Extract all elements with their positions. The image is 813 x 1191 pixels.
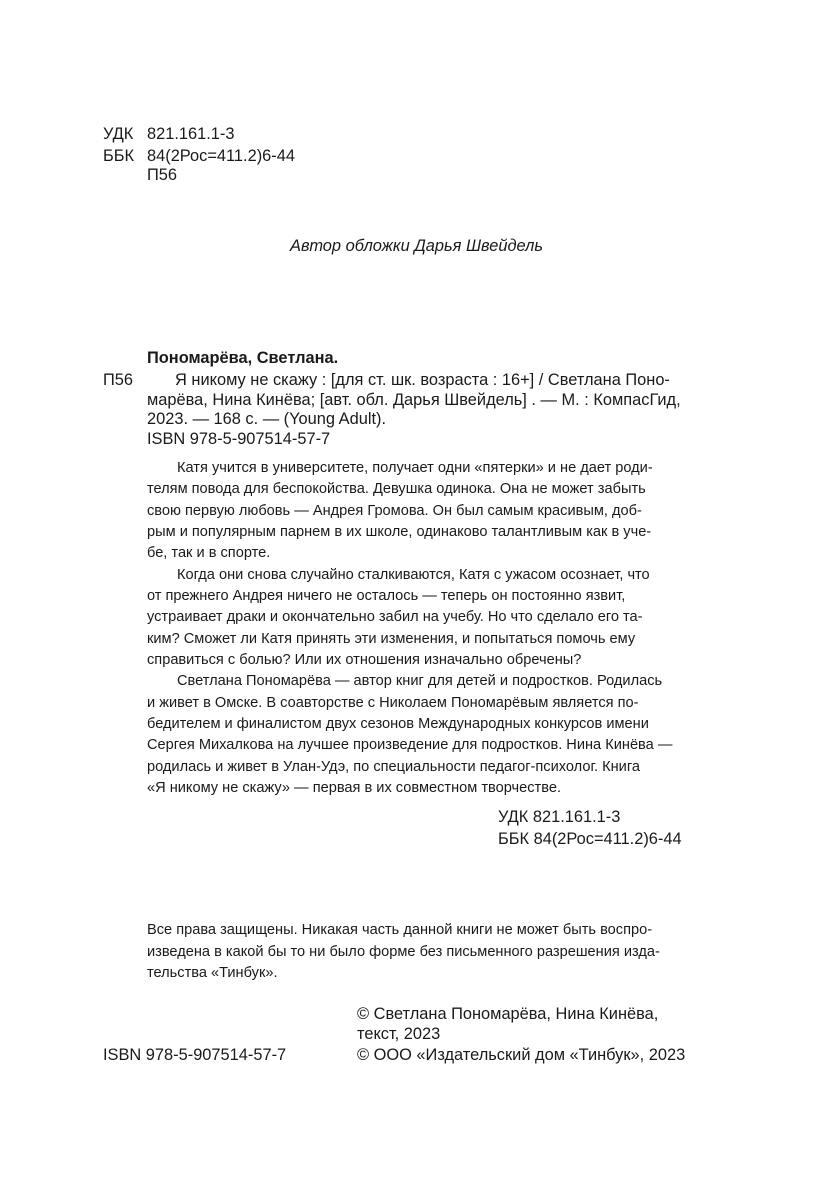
annotation-line: ким? Сможет ли Катя принять эти изменения, и попытаться помочь ему [147,631,636,647]
annotation-line: рым и популярным парнем в их школе, одинаково талантливым как в уче- [147,524,652,540]
annotation-line: и живет в Омске. В соавторстве с Николаем Пономарёвым является по- [147,695,639,711]
isbn-bottom: ISBN 978-5-907514-57-7 [103,1046,287,1064]
annotation-line: «Я никому не скажу» — первая в их совместном творчестве. [147,780,562,796]
annotation-line: Катя учится в университете, получает одни «пятерки» и не дает роди- [177,460,653,476]
bbk-value: 84(2Рос=411.2)6-44 [147,147,295,165]
bbk-label: ББК [103,147,135,165]
annotation-line: свою первую любовь — Андрея Громова. Он был самым красивым, доб- [147,503,642,519]
annotation-line: устраивает драки и окончательно забил на учебу. Но что сделало его та- [147,609,643,625]
annotation-line: Светлана Пономарёва — автор книг для детей и подростков. Родилась [177,673,663,689]
udk-value: 821.161.1-3 [147,125,235,143]
catalog-entry-line: марёва, Нина Кинёва; [авт. обл. Дарья Швейдель] . — М. : КомпасГид, [147,391,681,409]
card-udk: УДК 821.161.1-3 [498,808,621,826]
annotation-line: родилась и живет в Улан-Удэ, по специальности педагог-психолог. Книга [147,759,640,775]
catalog-author-mark: П56 [103,371,134,389]
annotation-line: справиться с болью? Или их отношения изначально обречены? [147,652,582,668]
cover-credit: Автор обложки Дарья Швейдель [290,237,543,255]
rights-line: изведена в какой бы то ни было форме без письменного разрешения изда- [147,944,660,960]
catalog-entry-line: 2023. — 168 с. — (Young Adult). [147,410,387,428]
isbn-catalog: ISBN 978-5-907514-57-7 [147,430,331,448]
annotation-line: телям повода для беспокойства. Девушка одинока. Она не может забыть [147,481,646,497]
annotation-line: от прежнего Андрея ничего не осталось — теперь он постоянно язвит, [147,588,626,604]
copyright-line: © ООО «Издательский дом «Тинбук», 2023 [357,1046,686,1064]
annotation-line: Когда они снова случайно сталкиваются, Катя с ужасом осознает, что [177,567,650,583]
rights-line: тельства «Тинбук». [147,965,278,981]
annotation-line: бе, так и в спорте. [147,545,271,561]
catalog-author-heading: Пономарёва, Светлана. [147,349,339,367]
card-bbk: ББК 84(2Рос=411.2)6-44 [498,830,682,848]
udk-label: УДК [103,125,134,143]
copyright-line: © Светлана Пономарёва, Нина Кинёва, [357,1005,659,1023]
author-mark-top: П56 [147,166,178,184]
copyright-line: текст, 2023 [357,1025,441,1043]
catalog-entry-line: Я никому не скажу : [для ст. шк. возраста : 16+] / Светлана Поно- [175,371,670,389]
annotation-line: бедителем и финалистом двух сезонов Международных конкурсов имени [147,716,649,732]
rights-line: Все права защищены. Никакая часть данной книги не может быть воспро- [147,922,653,938]
annotation-line: Сергея Михалкова на лучшее произведение для подростков. Нина Кинёва — [147,737,673,753]
